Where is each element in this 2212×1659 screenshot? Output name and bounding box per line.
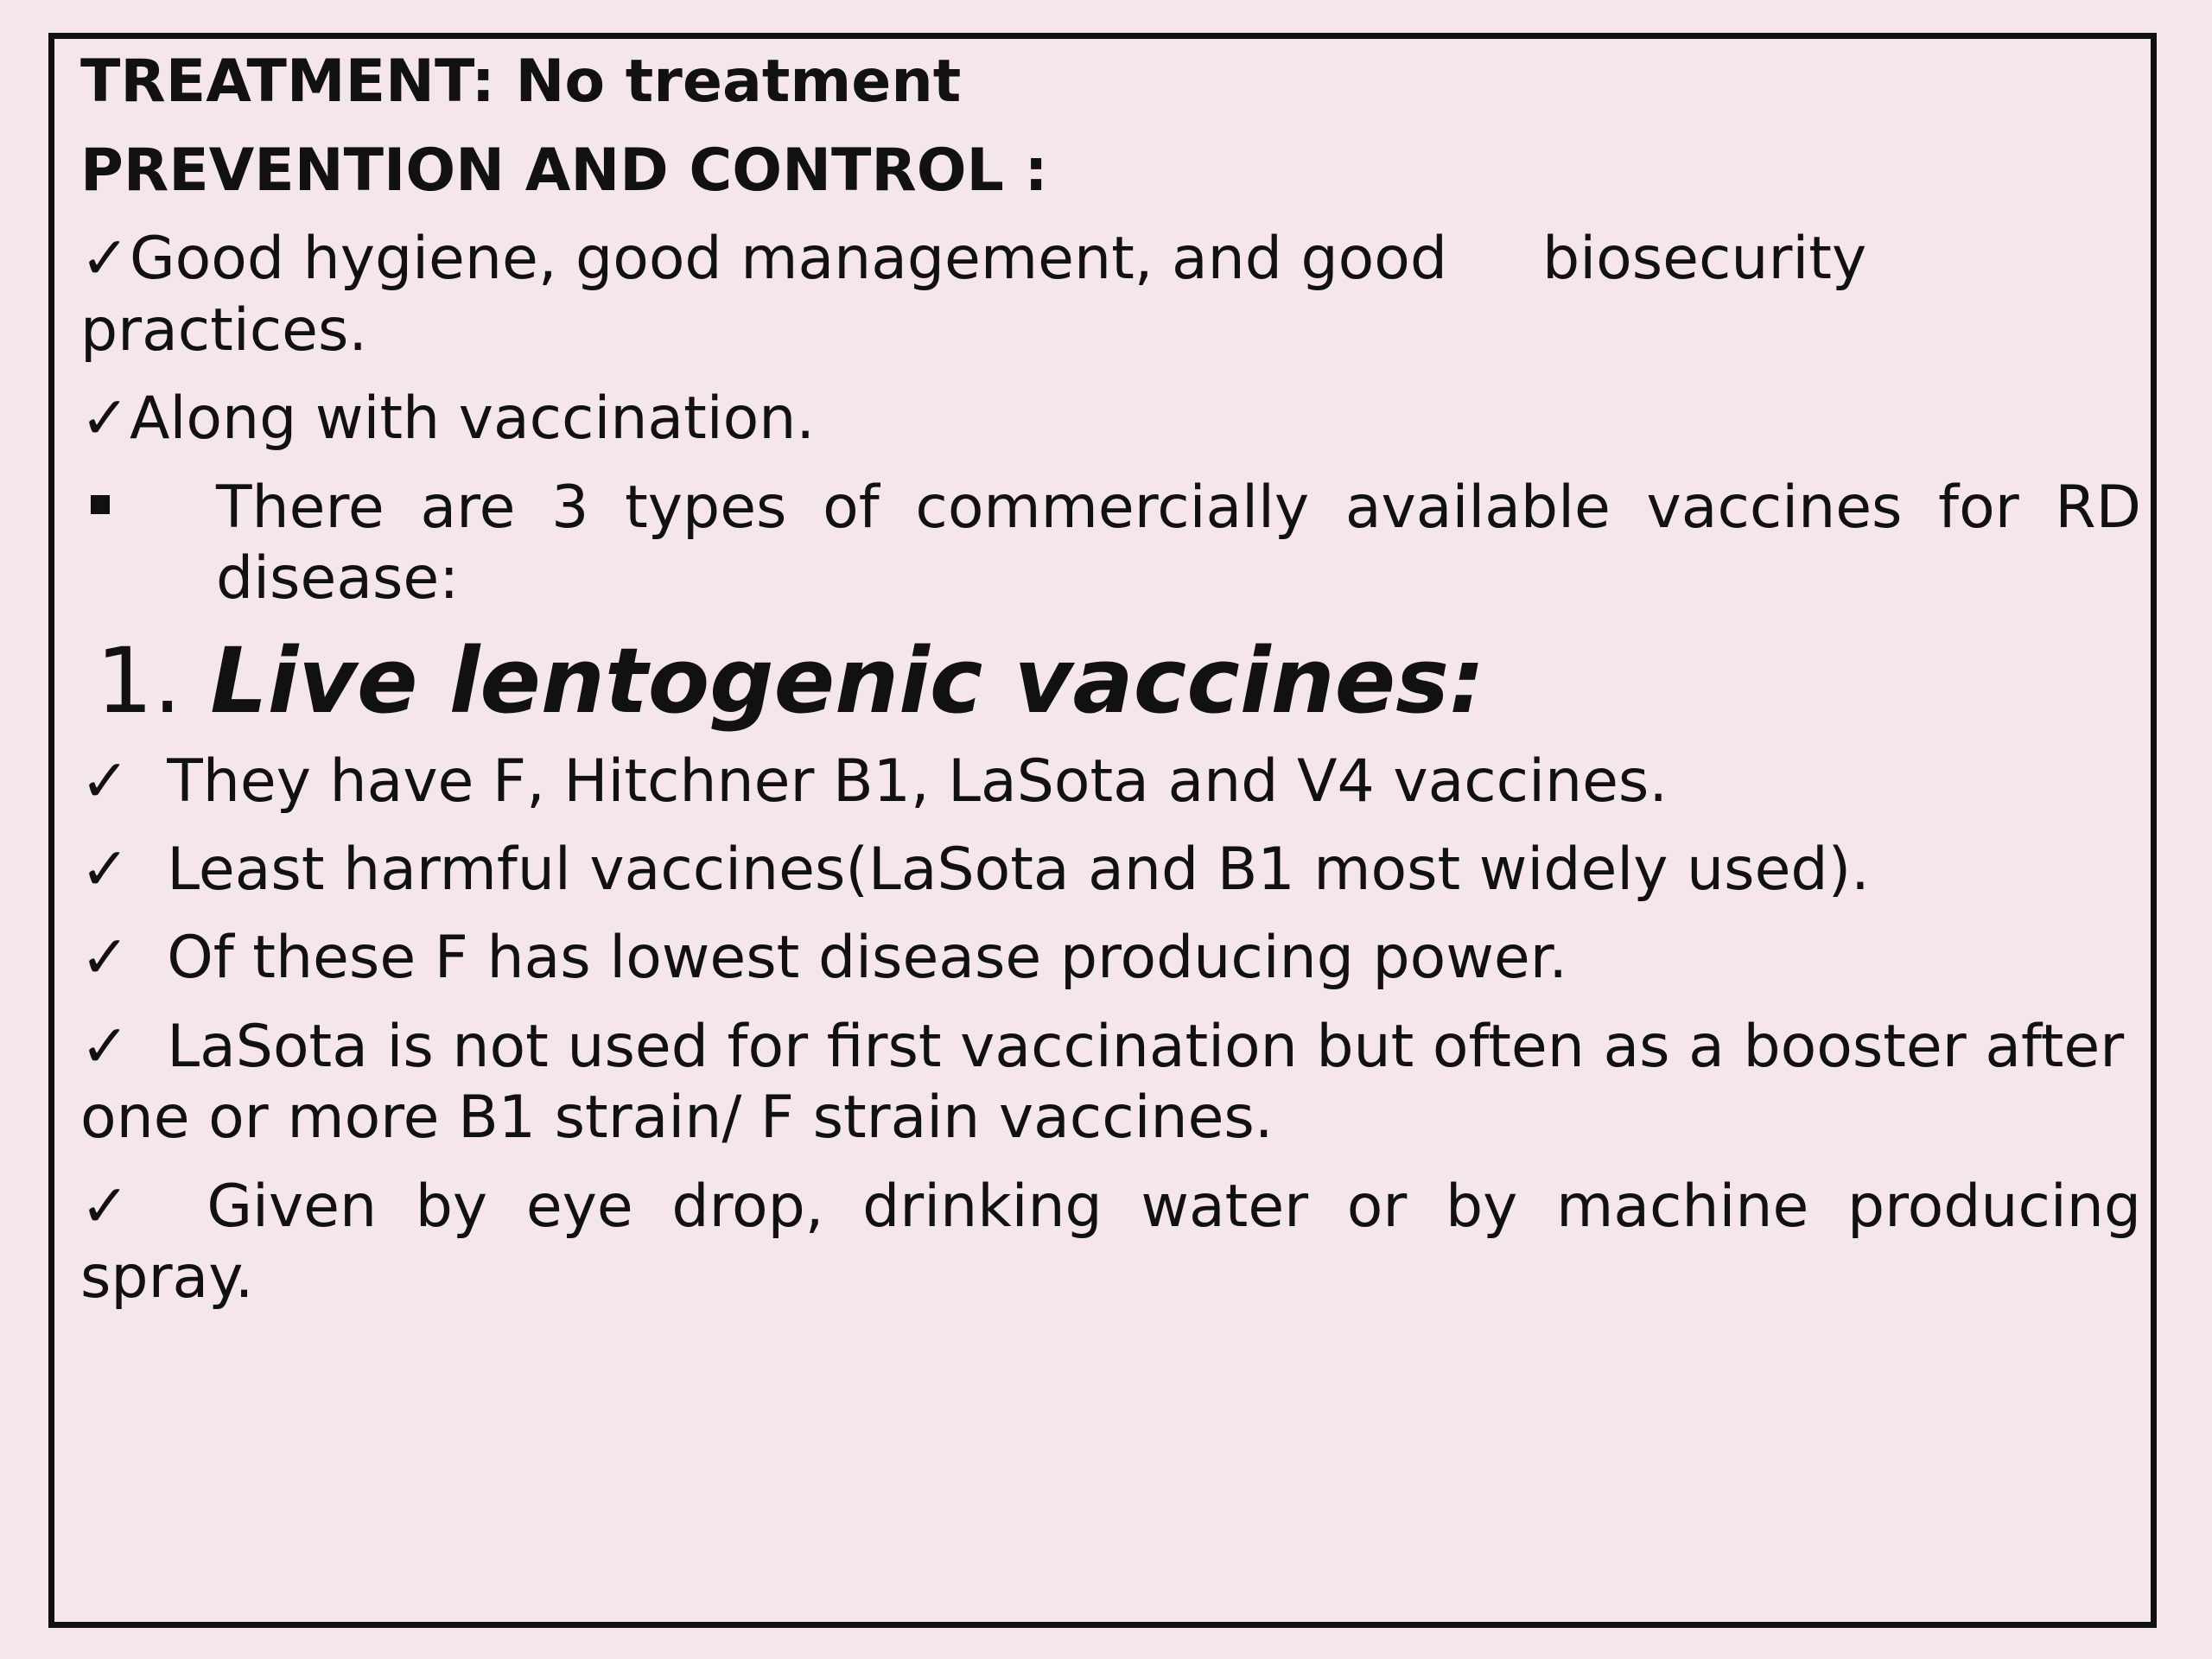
check-icon: ✓	[80, 225, 130, 293]
point-2-text: Least harmful vaccines(LaSota and B1 most widely used).	[167, 836, 1870, 904]
point-4	[80, 1013, 2141, 1081]
hygiene-line-2: practices.	[80, 296, 367, 365]
check-icon: ✓	[80, 747, 130, 816]
subheading-number: 1.	[96, 628, 182, 734]
vaccination-line	[80, 385, 2141, 453]
point-5-text: Given by eye drop, drinking water or by machine producing	[207, 1173, 2142, 1241]
check-icon: ✓	[80, 836, 130, 904]
check-icon: ✓	[80, 1173, 130, 1241]
slide-frame	[48, 33, 2157, 1628]
point-3	[80, 924, 2141, 992]
subheading-live-lentogenic	[96, 628, 2157, 734]
point-2	[80, 836, 2141, 904]
check-icon: ✓	[80, 924, 130, 992]
point-5	[80, 1173, 2141, 1241]
point-4-text: LaSota is not used for first vaccination but often as a booster after	[167, 1013, 2125, 1081]
point-4-line-2: one or more B1 strain/ F strain vaccines.	[80, 1084, 1274, 1152]
check-icon: ✓	[80, 385, 130, 453]
square-bullet-icon	[91, 495, 110, 514]
check-icon: ✓	[80, 1013, 130, 1081]
hygiene-line	[80, 225, 2141, 293]
treatment-line: TREATMENT: No treatment	[80, 48, 962, 116]
point-3-text: Of these F has lowest disease producing power.	[167, 924, 1568, 992]
point-1-text: They have F, Hitchner B1, LaSota and V4 vaccines.	[167, 747, 1668, 816]
vaccine-types-line-2: disease:	[216, 544, 460, 613]
subheading-title: Live lentogenic vaccines:	[210, 628, 1485, 734]
point-5-line-2: spray.	[80, 1243, 254, 1312]
vaccine-types-line: There are 3 types of commercially available vaccines for RD	[216, 474, 2141, 542]
hygiene-text-biosecurity: biosecurity	[1542, 225, 1867, 293]
hygiene-text: Good hygiene, good management, and good	[129, 225, 1448, 293]
prevention-heading: PREVENTION AND CONTROL :	[80, 137, 1048, 205]
vaccination-text: Along with vaccination.	[129, 385, 815, 453]
point-1	[80, 747, 2141, 816]
